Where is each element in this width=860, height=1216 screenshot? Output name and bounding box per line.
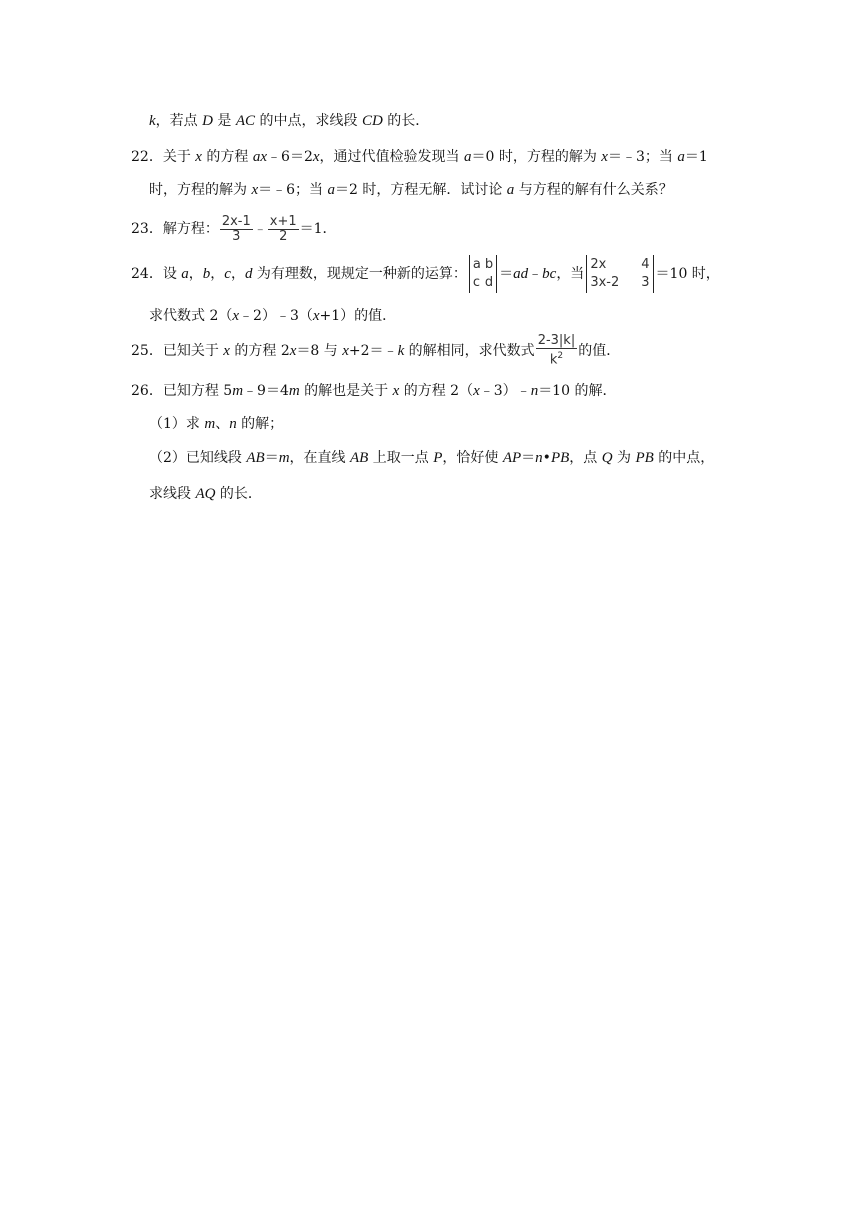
text: ＝1 (684, 149, 708, 165)
text: 关于 (162, 149, 196, 165)
fraction-k (536, 334, 578, 367)
q26-sub2 (149, 448, 714, 468)
text: 的方程 (201, 149, 253, 165)
text: 为有理数，现规定一种新的运算： (252, 266, 467, 282)
var-cd: CD (361, 113, 383, 129)
det-cell: c (472, 275, 481, 290)
text: 上取一点 (368, 450, 434, 466)
text: ，恰好使 (442, 450, 503, 466)
text: ， (210, 266, 225, 282)
var-x: x (232, 308, 240, 324)
determinant-definition (469, 255, 497, 293)
det-cell: a (472, 257, 481, 272)
exponent: 2 (557, 351, 564, 362)
var-pb: PB (550, 450, 570, 466)
text: 设 (162, 266, 182, 282)
var-d: D (202, 113, 213, 129)
q22-line1 (131, 147, 708, 167)
var-a: a (463, 149, 472, 165)
text: ﹣2）﹣3（ (239, 308, 313, 324)
var-a: a (181, 266, 189, 282)
den-base: k (549, 352, 558, 368)
text: 的解也是关于 (299, 383, 393, 399)
text: 的解； (236, 416, 284, 432)
text: 已知关于 (162, 343, 224, 359)
det-cell: 3x-2 (590, 275, 620, 290)
q23 (131, 212, 337, 246)
var-n: n (535, 450, 543, 466)
var-x: x (312, 308, 320, 324)
text: 是 (212, 113, 236, 129)
var-a: a (327, 182, 335, 198)
det-cell: b (484, 257, 494, 272)
var-ab: AB (349, 450, 369, 466)
q25 (131, 331, 620, 371)
denominator: 3 (232, 228, 241, 244)
numerator: x+1 (269, 213, 297, 229)
det-cell: d (484, 275, 494, 290)
text: ＝10 时， (655, 266, 720, 282)
text: +1）的值． (319, 308, 397, 324)
var-n: n (229, 416, 237, 432)
var-ad: ad (513, 266, 529, 282)
var-x: x (195, 149, 202, 165)
fraction-2 (268, 215, 299, 244)
var-k: k (149, 113, 156, 129)
text: ＝0 时，方程的解为 (471, 149, 602, 165)
text: 的方程 2（ (399, 383, 474, 399)
text: ＝﹣6；当 (258, 182, 328, 198)
text: ﹣6＝2 (267, 149, 313, 165)
text: ﹣9＝4 (243, 383, 289, 399)
text: ＝2 时，方程无解．试讨论 (334, 182, 507, 198)
q24-line2 (149, 306, 396, 326)
text: 的中点，求线段 (255, 113, 362, 129)
var-x: x (342, 343, 349, 359)
text: ，若点 (155, 113, 203, 129)
text: 的方程 2 (229, 343, 290, 359)
var-m: m (204, 416, 216, 432)
var-aq: AQ (195, 486, 216, 502)
question-number: 24． (131, 266, 163, 282)
numerator: 2x-1 (221, 213, 251, 229)
text: +2＝﹣ (348, 343, 398, 359)
var-p: P (433, 450, 443, 466)
var-k: k (397, 343, 405, 359)
text: （2）已知线段 (149, 450, 247, 466)
text: 的解相同，求代数式 (404, 343, 535, 359)
text: 为 (612, 450, 636, 466)
text: （1）求 (149, 416, 205, 432)
text: ，通过代值检验发现当 (319, 149, 464, 165)
q26-sub1 (149, 414, 283, 434)
text: ＝8 与 (296, 343, 343, 359)
determinant-given (586, 255, 653, 293)
question-number: 26． (131, 383, 163, 399)
denominator (548, 349, 565, 367)
var-x: x (392, 383, 400, 399)
q22-line2 (149, 180, 673, 200)
text: 的长． (215, 486, 262, 502)
text: ＝ (499, 266, 514, 282)
var-ax: ax (252, 149, 268, 165)
text: ＝﹣3；当 (607, 149, 678, 165)
text: ＝ (521, 450, 536, 466)
var-a: a (677, 149, 685, 165)
var-m: m (232, 383, 244, 399)
q21-tail (149, 111, 429, 131)
text: 解方程： (162, 221, 219, 237)
var-n: n (530, 383, 539, 399)
var-x: x (473, 383, 480, 399)
det-cell: 4 (641, 257, 650, 272)
var-x: x (601, 149, 608, 165)
var-x: x (312, 149, 320, 165)
text: ﹣3）﹣ (479, 383, 531, 399)
text: 的值． (578, 343, 621, 359)
var-m: m (288, 383, 300, 399)
var-x: x (289, 343, 297, 359)
text: ， (188, 266, 203, 282)
text: 与方程的解有什么关系？ (514, 182, 673, 198)
denominator: 2 (279, 228, 288, 244)
text: ，在直线 (289, 450, 350, 466)
question-number: 25． (131, 343, 163, 359)
var-ac: AC (235, 113, 256, 129)
var-bc: bc (542, 266, 557, 282)
q26-line1 (131, 381, 616, 401)
det-cell: 3 (641, 275, 650, 290)
text: 求线段 (149, 486, 196, 502)
var-c: c (224, 266, 231, 282)
text: ， (230, 266, 245, 282)
var-pb: PB (635, 450, 654, 466)
question-number: 22． (131, 149, 163, 165)
var-b: b (202, 266, 211, 282)
var-ap: AP (502, 450, 522, 466)
fraction-1 (220, 215, 253, 244)
q24-line1 (131, 252, 720, 296)
text: 时，方程的解为 (149, 182, 252, 198)
text: ，点 (569, 450, 602, 466)
var-d: d (244, 266, 253, 282)
text: ﹣ (528, 266, 543, 282)
text: ＝ (264, 450, 279, 466)
minus-sign: ﹣ (253, 222, 267, 237)
numerator: 2-3|k| (537, 333, 576, 349)
var-x: x (251, 182, 259, 198)
text: ＝10 的解． (538, 383, 617, 399)
text: ＝1． (299, 221, 337, 237)
text: 已知方程 5 (162, 383, 233, 399)
var-a: a (506, 182, 515, 198)
text: 的中点， (653, 450, 715, 466)
question-number: 23． (131, 221, 163, 237)
var-x: x (223, 343, 230, 359)
text: 的长． (382, 113, 430, 129)
text: 、 (215, 416, 230, 432)
text: 求代数式 2（ (149, 308, 233, 324)
var-q: Q (601, 450, 613, 466)
var-ab: AB (246, 450, 265, 466)
text: • (542, 450, 551, 466)
det-cell: 2x (590, 257, 607, 272)
q26-sub2-cont (149, 484, 262, 504)
text: ，当 (556, 266, 585, 282)
var-m: m (278, 450, 290, 466)
